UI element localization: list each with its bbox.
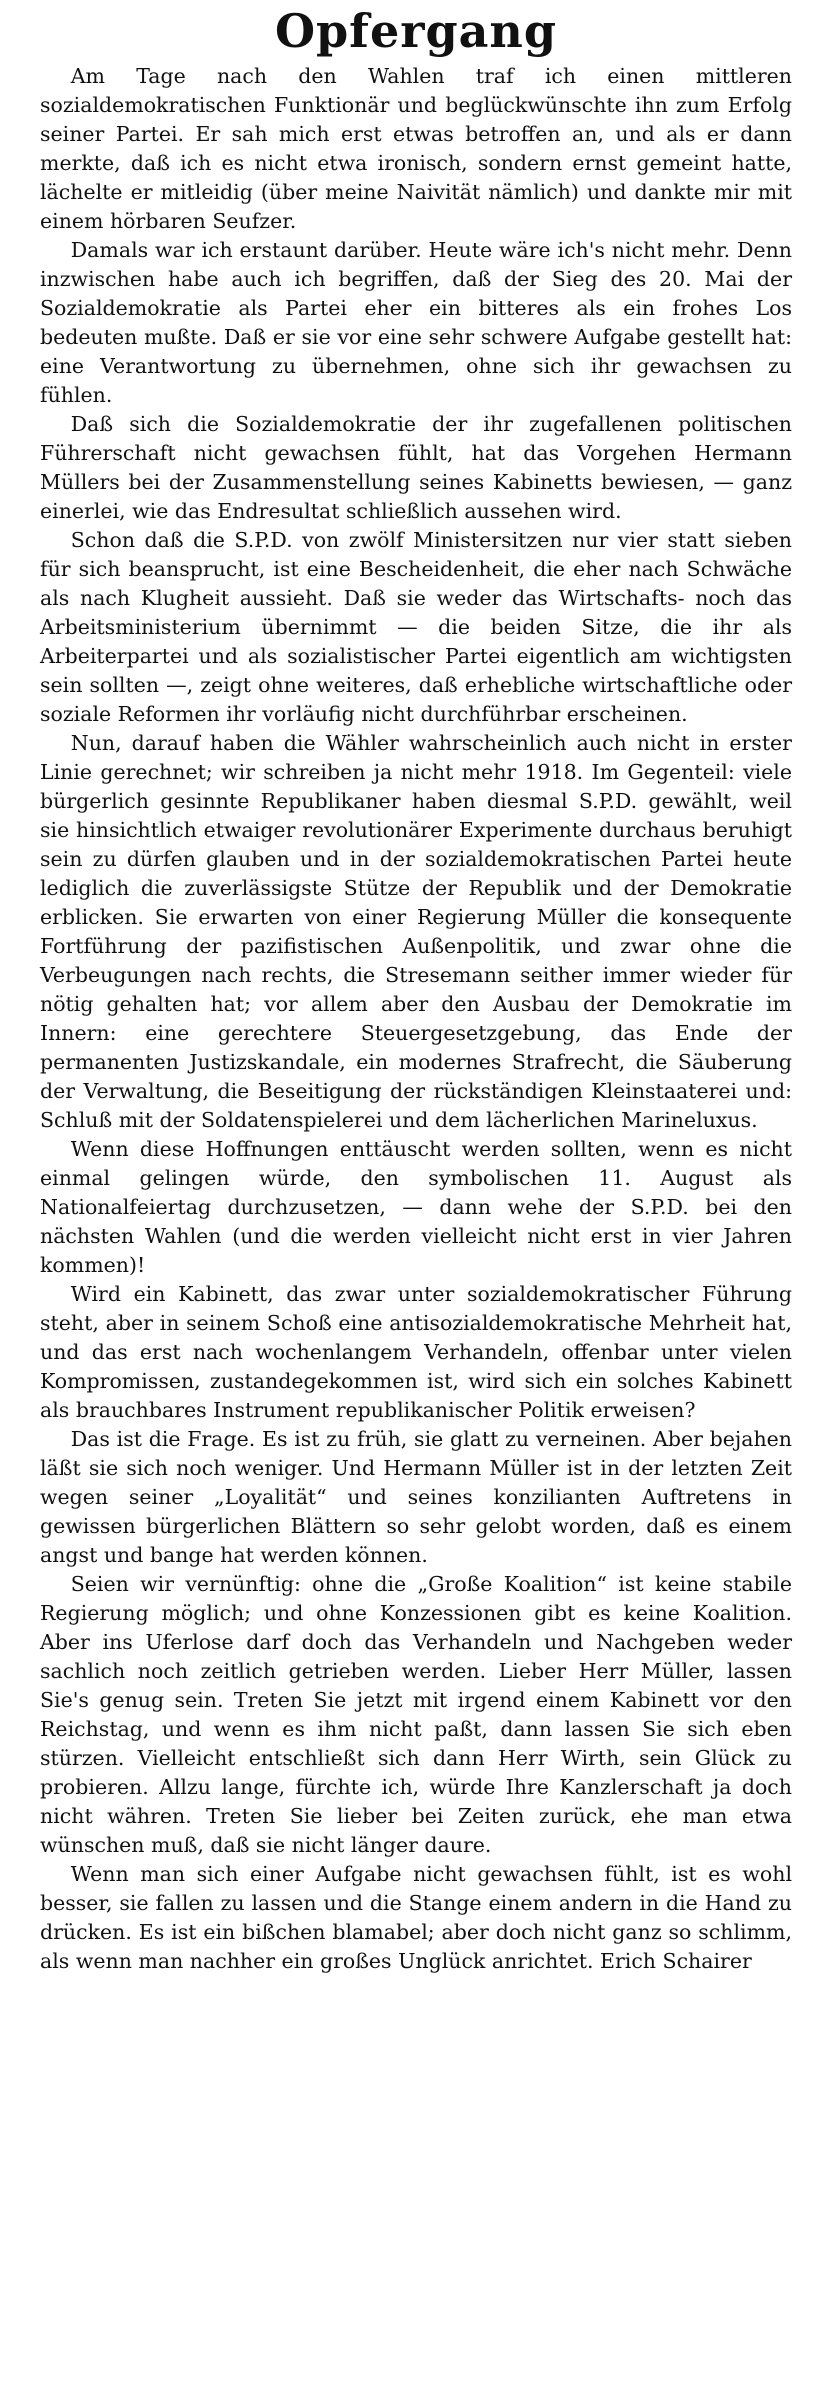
article-paragraph	[40, 62, 792, 236]
article-paragraph	[40, 1570, 792, 1860]
paragraph-text: Seien wir vernünftig: ohne die „Große Koalition“ ist keine stabile Regierung möglich; und ohne Konzessionen gibt es keine Koalition. Aber ins Uferlose darf doch das Verhandeln und Nachgeben weder sachlich noch zeitlich getrieben werden. Lieber Herr Müller, lassen Sie's genug sein. Treten Sie jetzt mit irgend einem Kabinett vor den Reichstag, und wenn es ihm nicht paßt, dann lassen Sie sich eben stürzen. Vielleicht entschließt sich dann Herr Wirth, sein Glück zu probieren. Allzu lange, fürchte ich, würde Ihre Kanzlerschaft ja doch nicht währen. Treten Sie lieber bei Zeiten zurück, ehe man etwa wünschen muß, daß sie nicht länger daure.	[40, 1572, 792, 1857]
paragraph-text: Am Tage nach den Wahlen traf ich einen mittleren sozialdemokratischen Funktionär und beglückwünschte ihn zum Erfolg seiner Partei. Er sah mich erst etwas betroffen an, und als er dann merkte, daß ich es nicht etwa ironisch, sondern ernst gemeint hatte, lächelte er mitleidig (über meine Naivität nämlich) und dankte mir mit einem hörbaren Seufzer.	[40, 64, 792, 233]
paragraph-text: Wird ein Kabinett, das zwar unter sozialdemokratischer Führung steht, aber in seinem Schoß eine antisozialdemokratische Mehrheit hat, und das erst nach wochenlangem Verhandeln, offenbar unter vielen Kompromissen, zustandegekommen ist, wird sich ein solches Kabinett als brauchbares Instrument republikanischer Politik erweisen?	[40, 1282, 792, 1422]
paragraph-text: Schon daß die S.P.D. von zwölf Ministersitzen nur vier statt sieben für sich beansprucht, ist eine Bescheidenheit, die eher nach Schwäche als nach Klugheit aussieht. Daß sie weder das Wirtschafts- noch das Arbeitsministerium übernimmt — die beiden Sitze, die ihr als Arbeiterpartei und als sozialistischer Partei eigentlich am wichtigsten sein sollten —, zeigt ohne weiteres, daß erhebliche wirtschaftliche oder soziale Reformen ihr vorläufig nicht durchführbar erscheinen.	[40, 528, 792, 726]
article-paragraph	[40, 1860, 792, 1976]
article-paragraph	[40, 1135, 792, 1280]
paragraph-text: Das ist die Frage. Es ist zu früh, sie glatt zu verneinen. Aber bejahen läßt sie sich noch weniger. Und Hermann Müller ist in der letzten Zeit wegen seiner „Loyalität“ und seines konzilianten Auftretens in gewissen bürgerlichen Blättern so sehr gelobt worden, daß es einem angst und bange hat werden können.	[40, 1427, 792, 1567]
author-signature: Erich Schairer	[600, 1949, 752, 1973]
article-paragraph	[40, 729, 792, 1135]
article-paragraph	[40, 236, 792, 410]
paragraph-text: Daß sich die Sozialdemokratie der ihr zugefallenen politischen Führerschaft nicht gewachsen fühlt, hat das Vorgehen Hermann Müllers bei der Zusammenstellung seines Kabinetts bewiesen, — ganz einerlei, wie das Endresultat schließlich aussehen wird.	[40, 412, 792, 523]
article-paragraph	[40, 410, 792, 526]
paragraph-text: Damals war ich erstaunt darüber. Heute wäre ich's nicht mehr. Denn inzwischen habe auch ich begriffen, daß der Sieg des 20. Mai der Sozialdemokratie als Partei eher ein bitteres als ein frohes Los bedeuten mußte. Daß er sie vor eine sehr schwere Aufgabe gestellt hat: eine Verantwortung zu übernehmen, ohne sich ihr gewachsen zu fühlen.	[40, 238, 792, 407]
article-title: Opfergang	[274, 4, 558, 58]
paragraph-text: Nun, darauf haben die Wähler wahrscheinlich auch nicht in erster Linie gerechnet; wir schreiben ja nicht mehr 1918. Im Gegenteil: viele bürgerlich gesinnte Republikaner haben diesmal S.P.D. gewählt, weil sie hinsichtlich etwaiger revolutionärer Experimente durchaus beruhigt sein zu dürfen glauben und in der sozialdemokratischen Partei heute lediglich die zuverlässigste Stütze der Republik und der Demokratie erblicken. Sie erwarten von einer Regierung Müller die konsequente Fortführung der pazifistischen Außenpolitik, und zwar ohne die Verbeugungen nach rechts, die Stresemann seither immer wieder für nötig gehalten hat; vor allem aber den Ausbau der Demokratie im Innern: eine gerechtere Steuergesetzgebung, das Ende der permanenten Justizskandale, ein modernes Strafrecht, die Säuberung der Verwaltung, die Beseitigung der rückständigen Kleinstaaterei und: Schluß mit der Soldatenspielerei und dem lächerlichen Marineluxus.	[40, 731, 792, 1132]
paragraph-text: Wenn diese Hoffnungen enttäuscht werden sollten, wenn es nicht einmal gelingen würde, den symbolischen 11. August als Nationalfeiertag durchzusetzen, — dann wehe der S.P.D. bei den nächsten Wahlen (und die werden vielleicht nicht erst in vier Jahren kommen)!	[40, 1137, 792, 1277]
article-paragraph	[40, 1425, 792, 1570]
article-paragraph	[40, 526, 792, 729]
paragraph-text: Wenn man sich einer Aufgabe nicht gewachsen fühlt, ist es wohl besser, sie fallen zu lassen und die Stange einem andern in die Hand zu drücken. Es ist ein bißchen blamabel; aber doch nicht ganz so schlimm, als wenn man nachher ein großes Unglück anrichtet.	[40, 1862, 792, 1973]
article-paragraph	[40, 1280, 792, 1425]
article-body	[40, 62, 792, 1976]
